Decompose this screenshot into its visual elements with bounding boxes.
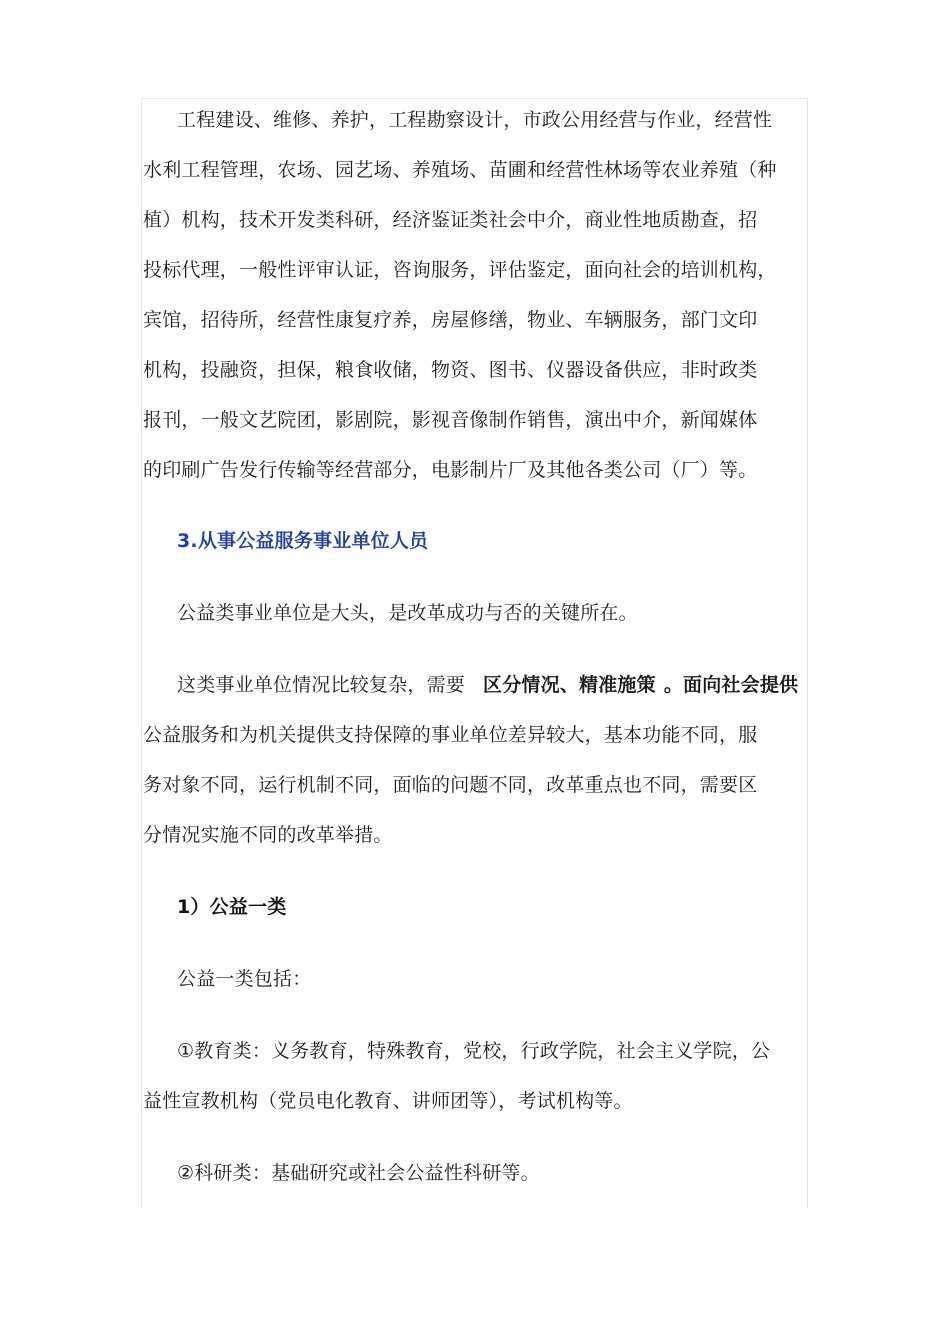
para3-bold-phrase: 区分情况、精准施策 [483, 674, 656, 696]
para3-line-3: 务对象不同，运行机制不同，面临的问题不同，改革重点也不同，需要区 [143, 774, 758, 796]
section-heading: 3.从事公益服务事业单位人员 [177, 530, 429, 552]
para1-line-7: 报刊，一般文艺院团，影剧院，影视音像制作销售，演出中介，新闻媒体 [143, 409, 758, 431]
para2: 公益类事业单位是大头，是改革成功与否的关键所在。 [177, 602, 638, 624]
para3-line-1 [177, 673, 798, 697]
para1-line-8: 的印刷广告发行传输等经营部分，电影制片厂及其他各类公司（厂）等。 [143, 459, 758, 481]
para5-line-1: ①教育类：义务教育，特殊教育，党校，行政学院，社会主义学院，公 [177, 1040, 771, 1062]
para1-line-3: 植）机构，技术开发类科研，经济鉴证类社会中介，商业性地质勘查，招 [143, 209, 758, 231]
para3-line-4: 分情况实施不同的改革举措。 [143, 824, 393, 846]
para3-prefix: 这类事业单位情况比较复杂，需要 [177, 674, 466, 696]
para1-line-2: 水利工程管理，农场、园艺场、养殖场、苗圃和经营性林场等农业养殖（种 [143, 159, 777, 181]
subheading: 1）公益一类 [177, 896, 287, 918]
para4: 公益一类包括： [177, 968, 312, 990]
para1-line-5: 宾馆，招待所，经营性康复疗养，房屋修缮，物业、车辆服务，部门文印 [143, 309, 758, 331]
para1-line-1: 工程建设、维修、养护，工程勘察设计，市政公用经营与作业，经营性 [177, 109, 773, 131]
para6: ②科研类：基础研究或社会公益性科研等。 [177, 1162, 540, 1184]
para1-line-6: 机构，投融资，担保，粮食收储，物资、图书、仪器设备供应，非时政类 [143, 359, 758, 381]
para3-suffix: 。面向社会提供 [663, 674, 799, 696]
para5-line-2: 益性宣教机构（党员电化教育、讲师团等），考试机构等。 [143, 1090, 633, 1112]
para1-line-4: 投标代理，一般性评审认证，咨询服务，评估鉴定，面向社会的培训机构， [143, 259, 777, 281]
para3-line-2: 公益服务和为机关提供支持保障的事业单位差异较大，基本功能不同，服 [143, 724, 758, 746]
